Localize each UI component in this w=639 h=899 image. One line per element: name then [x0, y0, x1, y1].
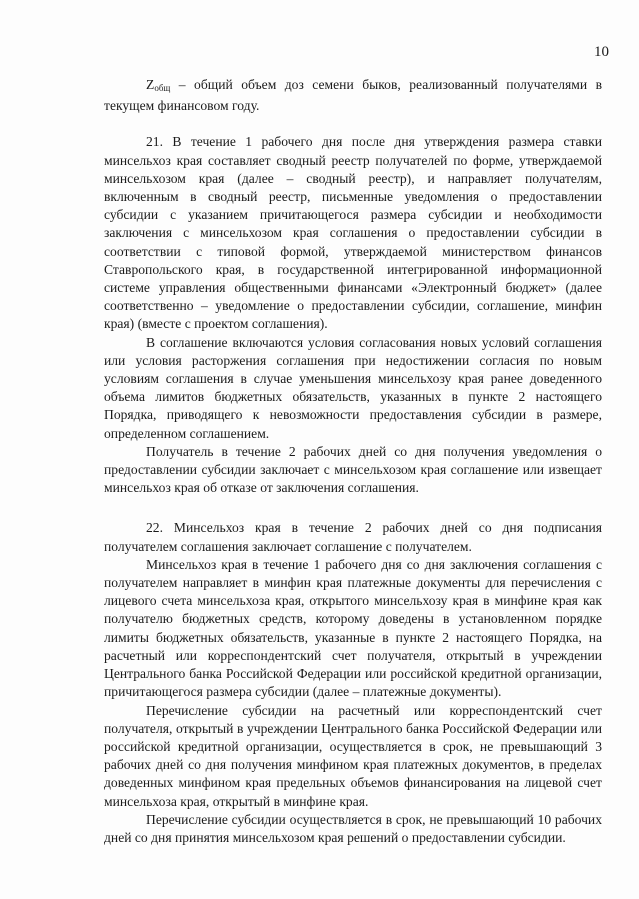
paragraph-agreement-terms: В соглашение включаются условия согласования новых условий соглашения или условия расторжения соглашения при недостижении согласия по новым условиям соглашения в случае уменьшения минсельхозу края ранее доведенного объема лимитов бюджетных обязательств, указанных в пункте 2 настоящего Порядка, приводящего к невозможности предоставления субсидии в размере, определенном соглашением. [104, 334, 602, 441]
paragraph-transfer-term: Перечисление субсидии на расчетный или корреспондентский счет получателя, открытый в учреждении Центрального банка Российской Федерации или российской кредитной организации, осуществляется в срок, не превышающий 3 рабочих дней со дня получения минфином края платежных документов, в пределах доведенных минфином края предельных объемов финансирования на лицевой счет минсельхоза края, открытый в минфине края. [104, 702, 602, 809]
page-number: 10 [594, 44, 609, 60]
paragraph-item-22: 22. Минсельхоз края в течение 2 рабочих дней со дня подписания получателем соглашения заключает соглашение с получателем. [104, 520, 602, 554]
paragraph-zobsh-definition: $Z_{общ}$ – общий объем доз семени быков, реализованный получателями в текущем финансовом году. [104, 77, 602, 114]
paragraph-payment-documents: Минсельхоз края в течение 1 рабочего дня со дня заключения соглашения с получателем направляет в минфин края платежные документы для перечисления с лицевого счета минсельхоза края, открытого минсельхозу края в минфине края как получателю бюджетных средств, которому доведены в установленном порядке лимиты бюджетных обязательств, указанные в пункте 2 настоящего Порядка, на расчетный или корреспондентский счет получателя, открытый в учреждении Центрального банка Российской Федерации или российской кредитной организации, причитающегося размера субсидии (далее – платежные документы). [104, 556, 602, 700]
paragraph-recipient-response: Получатель в течение 2 рабочих дней со дня получения уведомления о предоставлении субсидии заключает с минсельхозом края соглашение или извещает минсельхоз края об отказе от заключения соглашения. [104, 443, 602, 496]
formula-symbol: $Z_{общ}$ [146, 77, 171, 93]
paragraph-item-21: 21. В течение 1 рабочего дня после дня утверждения размера ставки минсельхоз края составляет сводный реестр получателей по форме, утверждаемой минсельхозом края (далее – сводный реестр), и направляет получателям, включенным в сводный реестр, письменные уведомления о предоставлении субсидии с указанием причитающегося размера субсидии и необходимости заключения с минсельхозом края соглашения о предоставлении субсидии в соответствии с типовой формой, утверждаемой министерством финансов Ставропольского края, в государственной интегрированной информационной системе управления общественными финансами «Электронный бюджет» (далее соответственно – уведомление о предоставлении субсидии, соглашение, минфин края) (вместе с проектом соглашения). [104, 134, 602, 332]
paragraph-transfer-deadline: Перечисление субсидии осуществляется в срок, не превышающий 10 рабочих дней со дня принятия минсельхозом края решений о предоставлении субсидии. [104, 811, 602, 845]
document-body [104, 76, 602, 847]
